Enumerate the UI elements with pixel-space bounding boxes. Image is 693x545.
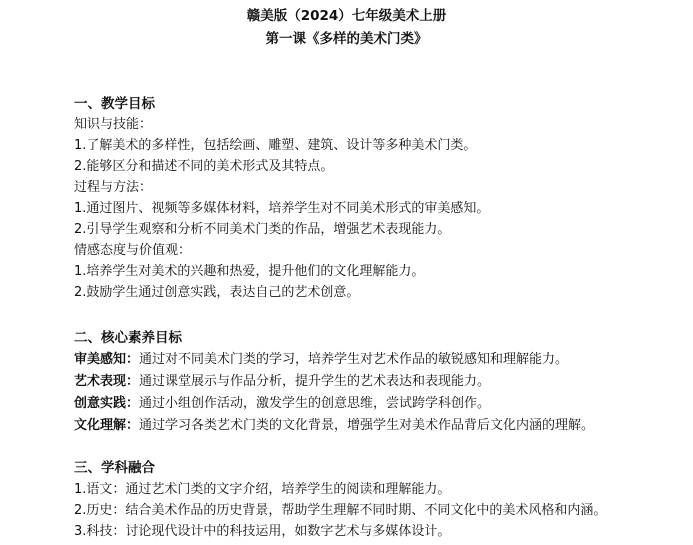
literacy-key: 创意实践： bbox=[74, 396, 140, 411]
section-1-heading: 一、教学目标 bbox=[74, 96, 155, 112]
literacy-item bbox=[74, 418, 594, 434]
knowledge-item: 1.了解美术的多样性，包括绘画、雕塑、建筑、设计等多种美术门类。 bbox=[74, 138, 477, 153]
document-title: 赣美版（2024）七年级美术上册 bbox=[246, 8, 447, 24]
section-2-heading: 二、核心素养目标 bbox=[74, 330, 182, 346]
integration-item: 1.语文：通过艺术门类的文字介绍，培养学生的阅读和理解能力。 bbox=[74, 482, 451, 497]
section-3-heading: 三、学科融合 bbox=[74, 460, 155, 476]
attitude-label: 情感态度与价值观： bbox=[74, 243, 192, 258]
literacy-text: 通过学习各类艺术门类的文化背景，增强学生对美术作品背后文化内涵的理解。 bbox=[139, 418, 595, 433]
integration-item: 3.科技：讨论现代设计中的科技运用，如数字艺术与多媒体设计。 bbox=[74, 524, 451, 539]
literacy-key: 文化理解： bbox=[74, 418, 140, 433]
literacy-text: 通过对不同美术门类的学习，培养学生对艺术作品的敏锐感知和理解能力。 bbox=[139, 352, 569, 367]
literacy-text: 通过课堂展示与作品分析，提升学生的艺术表达和表现能力。 bbox=[139, 374, 491, 389]
process-item: 1.通过图片、视频等多媒体材料，培养学生对不同美术形式的审美感知。 bbox=[74, 201, 490, 216]
process-item: 2.引导学生观察和分析不同美术门类的作品，增强艺术表现能力。 bbox=[74, 222, 451, 237]
attitude-item: 1.培养学生对美术的兴趣和热爱，提升他们的文化理解能力。 bbox=[74, 264, 425, 279]
attitude-item: 2.鼓励学生通过创意实践，表达自己的艺术创意。 bbox=[74, 285, 360, 300]
document-subtitle: 第一课《多样的美术门类》 bbox=[265, 31, 428, 47]
literacy-text: 通过小组创作活动，激发学生的创意思维，尝试跨学科创作。 bbox=[139, 396, 491, 411]
literacy-key: 艺术表现： bbox=[74, 374, 140, 389]
knowledge-label: 知识与技能： bbox=[74, 117, 153, 132]
literacy-item bbox=[74, 396, 490, 412]
literacy-key: 审美感知： bbox=[74, 352, 140, 367]
literacy-item bbox=[74, 374, 490, 390]
process-label: 过程与方法： bbox=[74, 180, 153, 195]
knowledge-item: 2.能够区分和描述不同的美术形式及其特点。 bbox=[74, 159, 334, 174]
integration-item: 2.历史：结合美术作品的历史背景，帮助学生理解不同时期、不同文化中的美术风格和内涵。 bbox=[74, 503, 607, 518]
literacy-item bbox=[74, 352, 568, 368]
